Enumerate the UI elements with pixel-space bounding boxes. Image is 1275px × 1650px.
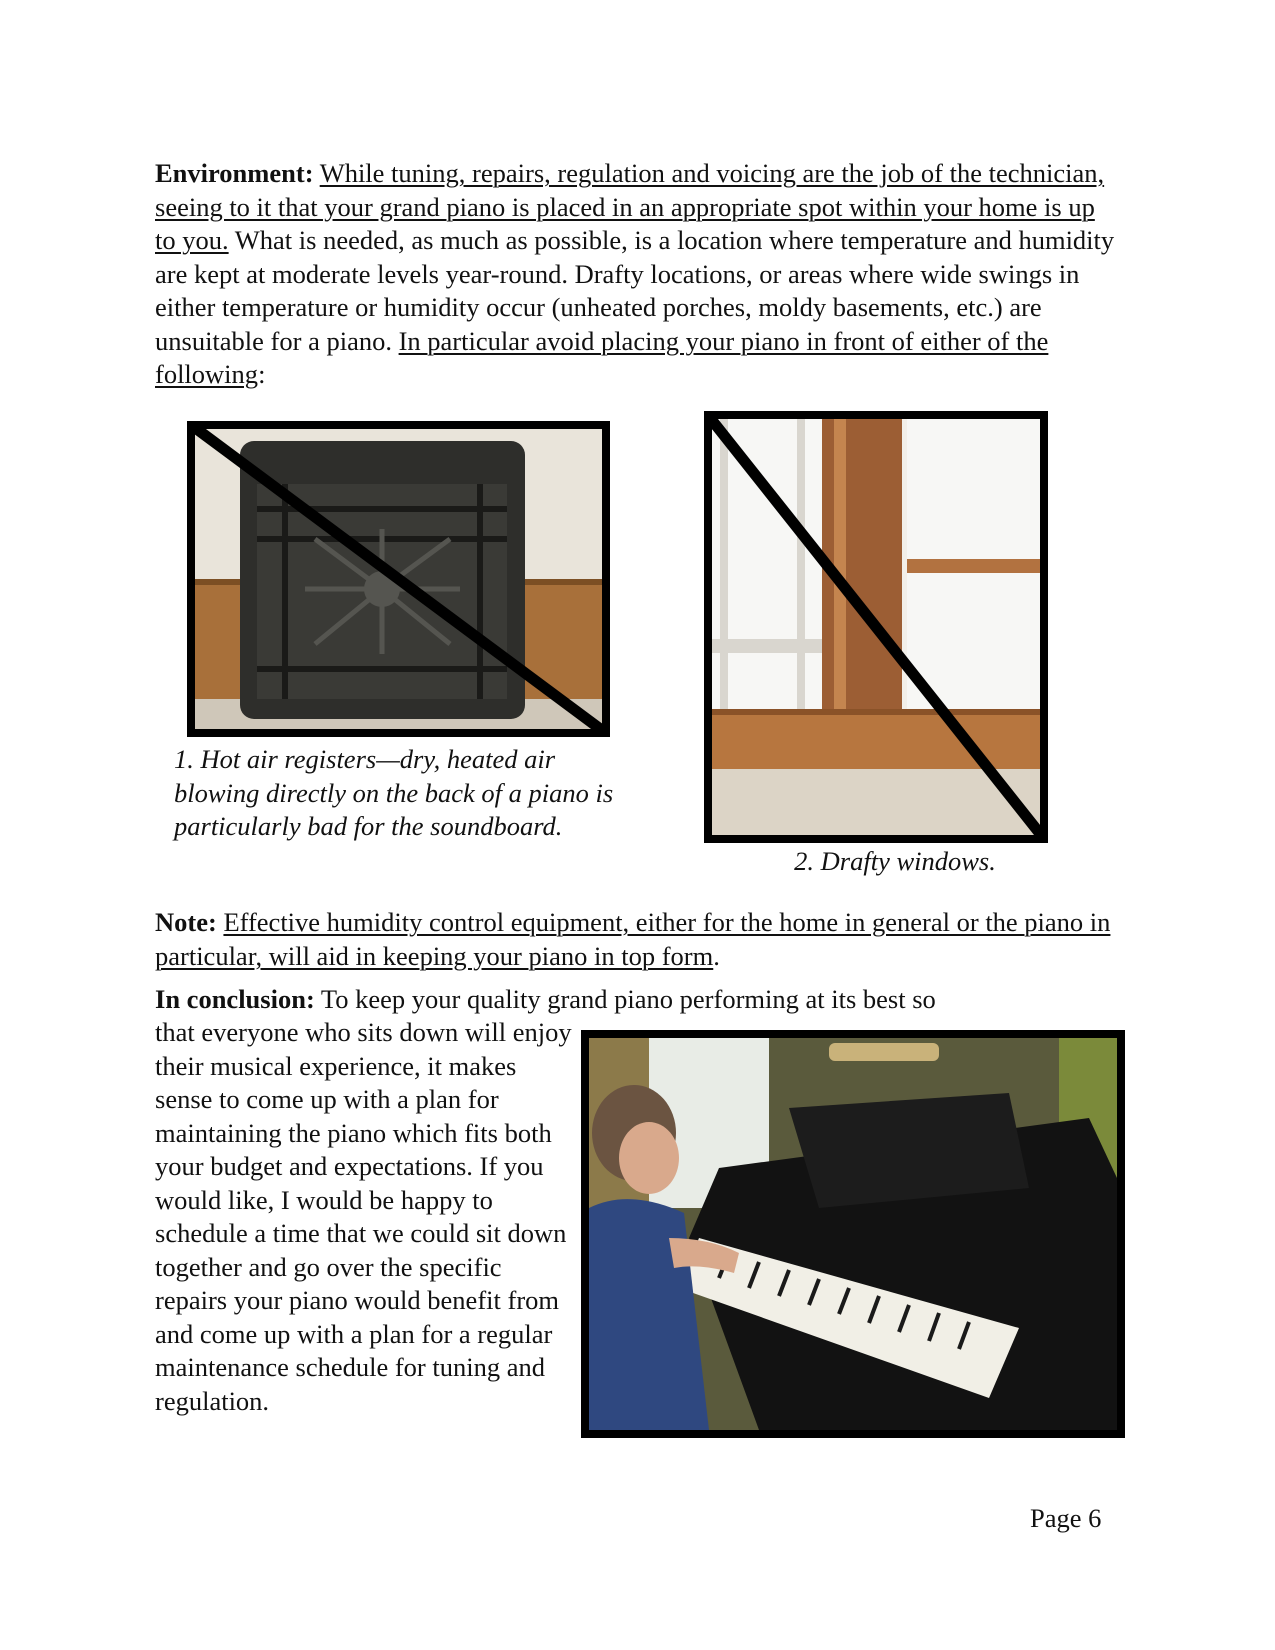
note-heading: Note: [155, 907, 217, 937]
environment-paragraph [155, 157, 1115, 392]
conclusion-first-text: To keep your quality grand piano performing at its best so [314, 984, 936, 1014]
environment-end: : [258, 359, 266, 389]
environment-body-text: What is needed, as much as possible, is a location where temperature and humidity are kept at moderate levels year-round. Drafty locations, or areas where wide swings in either temperature or humidity occur (unheated porches, moldy basements, etc.) are unsuitable for a piano. [155, 225, 1115, 356]
environment-underlined-text: While tuning, repairs, regulation and voicing are the job of the technician, seeing to it that your grand piano is placed in an appropriate spot within your home is up to you. [155, 158, 1105, 255]
window-caption: 2. Drafty windows. [794, 846, 996, 876]
conclusion-heading: In conclusion: [155, 984, 315, 1014]
register-caption: 1. Hot air registers—dry, heated air blowing directly on the back of a piano is particularly bad for the soundboard. [174, 744, 614, 841]
page-number: Page 6 [1030, 1503, 1102, 1533]
note-underlined-text: Effective humidity control equipment, either for the home in general or the piano in particular, will aid in keeping your piano in top form [155, 907, 1111, 971]
piano-player-photo [581, 1030, 1125, 1438]
note-paragraph [155, 906, 1115, 973]
environment-underlined-end: In particular avoid placing your piano in front of either of the following [155, 325, 1049, 389]
note-end: . [713, 940, 720, 971]
drafty-window-photo [704, 411, 1048, 843]
environment-heading: Environment: [155, 158, 314, 188]
conclusion-first-line [155, 983, 1115, 1017]
hot-air-register-photo [187, 421, 610, 737]
conclusion-body: that everyone who sits down will enjoy their musical experience, it makes sense to come up with a plan for maintaining the piano which fits both your budget and expectations. If you would like, I would be happy to schedule a time that we could sit down together and go over the specific repairs your piano would benefit from and come up with a plan for a regular maintenance schedule for tuning and regulation. [155, 1017, 572, 1416]
